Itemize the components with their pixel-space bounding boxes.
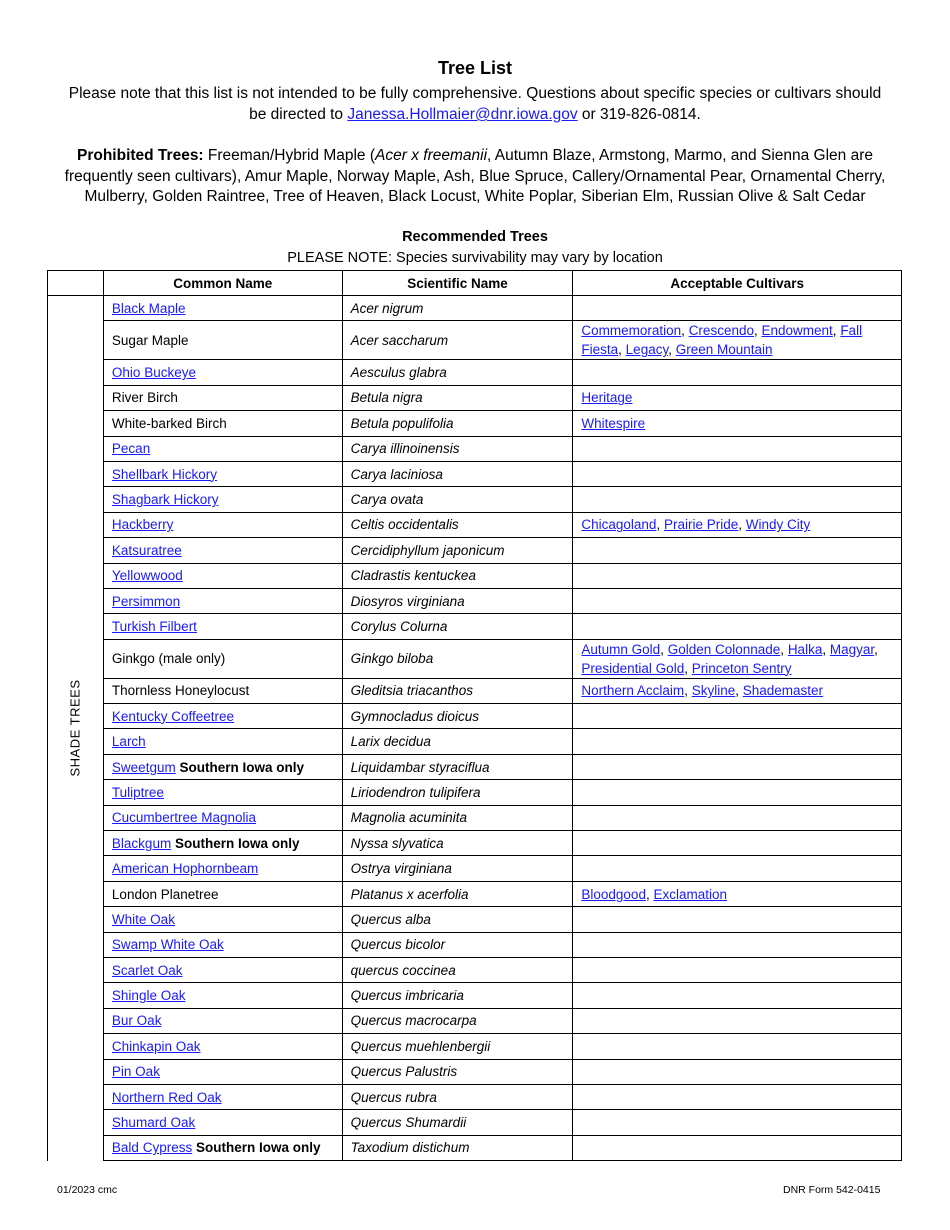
common-name-cell — [103, 907, 342, 932]
table-header-row — [48, 271, 902, 296]
prohibited-label: Prohibited Trees: — [76, 147, 204, 164]
common-name-text: Thornless Honeylocust — [111, 683, 250, 699]
cultivars-cell: Northern Acclaim, Skyline, Shademaster — [573, 678, 902, 703]
cultivars-cell — [573, 805, 902, 830]
common-name-link[interactable]: Shellbark Hickory — [111, 466, 217, 482]
scientific-name-cell: Magnolia acuminita — [342, 805, 573, 830]
scientific-name-cell: Larix decidua — [342, 729, 573, 754]
common-name-cell — [103, 1084, 342, 1109]
cultivar-link[interactable]: Windy City — [745, 517, 811, 533]
cultivars-cell — [573, 538, 902, 563]
common-name-cell — [103, 360, 342, 385]
cultivar-link[interactable]: Skyline — [691, 683, 736, 699]
common-name-cell — [103, 831, 342, 856]
table-row — [48, 614, 902, 639]
common-name-link[interactable]: Ohio Buckeye — [111, 365, 196, 381]
common-name-cell — [103, 932, 342, 957]
header-common-name: Common Name — [103, 271, 342, 296]
common-name-text: River Birch — [111, 390, 178, 406]
common-name-link[interactable]: Cucumbertree Magnolia — [111, 810, 256, 826]
header-blank — [48, 271, 104, 296]
scientific-name-cell: Diosyros virginiana — [342, 588, 573, 613]
contact-email-link[interactable]: Janessa.Hollmaier@dnr.iowa.gov — [347, 106, 578, 123]
common-name-cell — [103, 805, 342, 830]
cultivar-link[interactable]: Whitespire — [581, 415, 646, 431]
cultivars-cell — [573, 729, 902, 754]
prohibited-text-start: Freeman/Hybrid Maple ( — [203, 147, 376, 164]
scientific-name-cell: Cercidiphyllum japonicum — [342, 538, 573, 563]
cultivar-link[interactable]: Halka — [787, 641, 823, 657]
table-row — [48, 321, 902, 360]
scientific-name-cell: Quercus macrocarpa — [342, 1008, 573, 1033]
scientific-name-cell: Betula nigra — [342, 385, 573, 410]
table-row — [48, 487, 902, 512]
common-name-link[interactable]: Scarlet Oak — [111, 962, 183, 978]
common-name-cell — [103, 512, 342, 537]
common-name-link[interactable]: White Oak — [111, 911, 175, 927]
cultivars-cell — [573, 780, 902, 805]
intro-note-text: Please note that this list is not intended to be fully comprehensive. Questions about specific species or cultivars should be directed to — [68, 85, 882, 123]
common-name-link[interactable]: Bald Cypress — [111, 1140, 193, 1156]
table-row — [48, 411, 902, 436]
table-row — [48, 588, 902, 613]
common-name-link[interactable]: Pin Oak — [111, 1064, 160, 1080]
cultivars-cell — [573, 1084, 902, 1109]
table-row — [48, 436, 902, 461]
cultivars-cell — [573, 614, 902, 639]
cultivars-cell — [573, 487, 902, 512]
table-row — [48, 678, 902, 703]
prohibited-text-rest: , Autumn Blaze, Armstong, Marmo, and Sienna Glen are frequently seen cultivars), Amur Maple, Norway Maple, Ash, Blue Spruce, Callery/Ornamental Pear, Ornamental Cherry, Mulberry, Golden Raintree, Tree of Heaven, Black Locust, White Poplar, Siberian Elm, Russian Olive & Salt Cedar — [64, 147, 886, 205]
cultivars-cell — [573, 831, 902, 856]
table-row — [48, 296, 902, 321]
common-name-cell — [103, 639, 342, 678]
common-name-cell — [103, 754, 342, 779]
cultivar-link[interactable]: Shademaster — [742, 683, 824, 699]
cultivars-cell: Bloodgood, Exclamation — [573, 881, 902, 906]
scientific-name-cell: Quercus alba — [342, 907, 573, 932]
scientific-name-cell: Betula populifolia — [342, 411, 573, 436]
common-name-cell — [103, 1110, 342, 1135]
table-row — [48, 729, 902, 754]
scientific-name-cell: Gleditsia triacanthos — [342, 678, 573, 703]
cultivars-cell — [573, 461, 902, 486]
cultivar-link[interactable]: Exclamation — [653, 886, 728, 902]
scientific-name-cell: Quercus muehlenbergii — [342, 1034, 573, 1059]
common-name-cell — [103, 957, 342, 982]
scientific-name-cell: Acer saccharum — [342, 321, 573, 360]
scientific-name-cell: Ginkgo biloba — [342, 639, 573, 678]
common-name-text: Sugar Maple — [111, 332, 189, 348]
common-name-text: London Planetree — [111, 886, 219, 902]
common-name-cell — [103, 856, 342, 881]
recommended-title: Recommended Trees — [402, 229, 548, 245]
tree-table-body — [48, 296, 902, 1161]
scientific-name-cell: Quercus bicolor — [342, 932, 573, 957]
common-name-link[interactable]: Swamp White Oak — [111, 937, 224, 953]
cultivar-link[interactable]: Magyar — [829, 641, 875, 657]
common-name-link[interactable]: Shumard Oak — [111, 1115, 196, 1131]
common-name-link[interactable]: Shingle Oak — [111, 988, 186, 1004]
cultivars-cell — [573, 1008, 902, 1033]
cultivars-cell: Chicagoland, Prairie Pride, Windy City — [573, 512, 902, 537]
common-name-cell — [103, 881, 342, 906]
scientific-name-cell: Acer nigrum — [342, 296, 573, 321]
common-name-cell — [103, 614, 342, 639]
scientific-name-cell: Liquidambar styraciflua — [342, 754, 573, 779]
common-name-cell — [103, 461, 342, 486]
common-name-cell — [103, 704, 342, 729]
scientific-name-cell: Carya laciniosa — [342, 461, 573, 486]
scientific-name-cell: Cladrastis kentuckea — [342, 563, 573, 588]
common-name-cell — [103, 729, 342, 754]
table-row — [48, 983, 902, 1008]
common-name-link[interactable]: Hackberry — [111, 517, 174, 533]
cultivars-cell — [573, 932, 902, 957]
page-title: Tree List — [437, 58, 513, 78]
cultivars-cell — [573, 754, 902, 779]
cultivar-link[interactable]: Chicagoland — [581, 517, 657, 533]
common-name-link[interactable]: Black Maple — [111, 300, 186, 316]
common-name-cell — [103, 321, 342, 360]
table-row — [48, 1135, 902, 1160]
common-name-cell — [103, 780, 342, 805]
cultivar-link[interactable]: Princeton Sentry — [691, 660, 792, 676]
table-row — [48, 360, 902, 385]
common-name-cell — [103, 385, 342, 410]
cultivars-cell — [573, 360, 902, 385]
table-row — [48, 831, 902, 856]
table-row — [48, 754, 902, 779]
cultivars-cell — [573, 385, 902, 410]
cultivar-link[interactable]: Autumn Gold — [581, 641, 661, 657]
cultivar-link[interactable]: Prairie Pride — [663, 517, 739, 533]
region-note: Southern Iowa only — [179, 759, 304, 775]
table-row — [48, 704, 902, 729]
cultivars-cell — [573, 1059, 902, 1084]
table-row — [48, 1084, 902, 1109]
cultivar-link[interactable]: Endowment — [761, 323, 833, 339]
header-scientific-name: Scientific Name — [342, 271, 573, 296]
region-note: Southern Iowa only — [195, 1140, 321, 1156]
table-row — [48, 1034, 902, 1059]
common-name-cell — [103, 411, 342, 436]
table-row — [48, 639, 902, 678]
region-note: Southern Iowa only — [174, 835, 300, 851]
common-name-cell — [103, 1059, 342, 1084]
table-row — [48, 805, 902, 830]
scientific-name-cell: Quercus Palustris — [342, 1059, 573, 1084]
common-name-link[interactable]: Larch — [111, 734, 146, 750]
category-label: SHADE TREES — [67, 679, 83, 777]
scientific-name-cell: Carya ovata — [342, 487, 573, 512]
common-name-link[interactable]: Pecan — [111, 441, 151, 457]
cultivars-cell — [573, 563, 902, 588]
scientific-name-cell: Carya illinoinensis — [342, 436, 573, 461]
category-cell — [48, 296, 104, 1161]
scientific-name-cell: Corylus Colurna — [342, 614, 573, 639]
common-name-link[interactable]: Chinkapin Oak — [111, 1038, 201, 1054]
cultivars-cell — [573, 588, 902, 613]
cultivar-link[interactable]: Heritage — [581, 390, 633, 406]
common-name-cell — [103, 487, 342, 512]
table-row — [48, 461, 902, 486]
table-row — [48, 907, 902, 932]
prohibited-trees-paragraph — [50, 146, 900, 208]
table-row — [48, 512, 902, 537]
common-name-link[interactable]: Turkish Filbert — [111, 618, 197, 634]
cultivar-link[interactable]: Legacy — [625, 342, 669, 358]
cultivars-cell — [573, 907, 902, 932]
intro-note — [60, 83, 890, 125]
cultivars-cell — [573, 1110, 902, 1135]
common-name-cell — [103, 1135, 342, 1160]
cultivars-cell: Commemoration, Crescendo, Endowment, Fall Fiesta, Legacy, Green Mountain — [573, 321, 902, 360]
table-row — [48, 780, 902, 805]
common-name-text: Ginkgo (male only) — [111, 651, 226, 667]
cultivar-link[interactable]: Presidential Gold — [581, 660, 685, 676]
cultivars-cell — [573, 704, 902, 729]
prohibited-scientific-name: Acer x freemanii — [375, 147, 488, 164]
scientific-name-cell: Quercus rubra — [342, 1084, 573, 1109]
table-row — [48, 957, 902, 982]
common-name-link[interactable]: American Hophornbeam — [111, 861, 259, 877]
cultivars-cell — [573, 957, 902, 982]
cultivar-link[interactable]: Crescendo — [688, 323, 754, 339]
contact-phone-text: or 319-826-0814. — [577, 106, 701, 123]
table-row — [48, 1059, 902, 1084]
footer-form-number: DNR Form 542-0415 — [783, 1184, 881, 1196]
table-row — [48, 881, 902, 906]
cultivars-cell: Autumn Gold, Golden Colonnade, Halka, Magyar, Presidential Gold, Princeton Sentry — [573, 639, 902, 678]
common-name-link[interactable]: Tuliptree — [111, 784, 164, 800]
header-acceptable-cultivars: Acceptable Cultivars — [573, 271, 902, 296]
scientific-name-cell: Liriodendron tulipifera — [342, 780, 573, 805]
common-name-cell — [103, 1034, 342, 1059]
table-row — [48, 1008, 902, 1033]
footer-date: 01/2023 cmc — [57, 1184, 118, 1196]
common-name-cell — [103, 678, 342, 703]
cultivars-cell — [573, 411, 902, 436]
scientific-name-cell: Taxodium distichum — [342, 1135, 573, 1160]
common-name-link[interactable]: Blackgum — [111, 835, 172, 851]
table-row — [48, 563, 902, 588]
cultivars-cell — [573, 1034, 902, 1059]
common-name-cell — [103, 563, 342, 588]
common-name-link[interactable]: Shagbark Hickory — [111, 492, 219, 508]
table-row — [48, 1110, 902, 1135]
scientific-name-cell: Celtis occidentalis — [342, 512, 573, 537]
cultivar-link[interactable]: Commemoration — [581, 323, 682, 339]
scientific-name-cell: Ostrya virginiana — [342, 856, 573, 881]
common-name-link[interactable]: Kentucky Coffeetree — [111, 708, 234, 724]
common-name-cell — [103, 1008, 342, 1033]
common-name-link[interactable]: Northern Red Oak — [111, 1089, 222, 1105]
scientific-name-cell: Quercus imbricaria — [342, 983, 573, 1008]
scientific-name-cell: quercus coccinea — [342, 957, 573, 982]
cultivar-link[interactable]: Golden Colonnade — [667, 641, 781, 657]
cultivars-cell — [573, 1135, 902, 1160]
scientific-name-cell: Gymnocladus dioicus — [342, 704, 573, 729]
cultivar-link[interactable]: Green Mountain — [675, 342, 773, 358]
cultivar-link[interactable]: Fall Fiesta — [581, 323, 863, 358]
table-row — [48, 385, 902, 410]
cultivars-cell — [573, 436, 902, 461]
common-name-cell — [103, 538, 342, 563]
cultivars-cell — [573, 856, 902, 881]
common-name-link[interactable]: Persimmon — [111, 593, 181, 609]
common-name-text: White-barked Birch — [111, 415, 227, 431]
common-name-link[interactable]: Yellowwood — [111, 568, 183, 584]
table-row — [48, 856, 902, 881]
common-name-cell — [103, 983, 342, 1008]
cultivar-link[interactable]: Bloodgood — [581, 886, 646, 902]
scientific-name-cell: Aesculus glabra — [342, 360, 573, 385]
common-name-cell — [103, 588, 342, 613]
cultivars-cell — [573, 983, 902, 1008]
table-row — [48, 538, 902, 563]
scientific-name-cell: Platanus x acerfolia — [342, 881, 573, 906]
common-name-link[interactable]: Katsuratree — [111, 542, 182, 558]
common-name-cell — [103, 296, 342, 321]
tree-table — [47, 270, 902, 1161]
scientific-name-cell: Quercus Shumardii — [342, 1110, 573, 1135]
cultivars-cell — [573, 296, 902, 321]
scientific-name-cell: Nyssa slyvatica — [342, 831, 573, 856]
common-name-link[interactable]: Bur Oak — [111, 1013, 162, 1029]
table-row — [48, 932, 902, 957]
recommended-note: PLEASE NOTE: Species survivability may vary by location — [287, 250, 663, 266]
cultivar-link[interactable]: Northern Acclaim — [581, 683, 685, 699]
common-name-cell — [103, 436, 342, 461]
common-name-link[interactable]: Sweetgum — [111, 759, 176, 775]
